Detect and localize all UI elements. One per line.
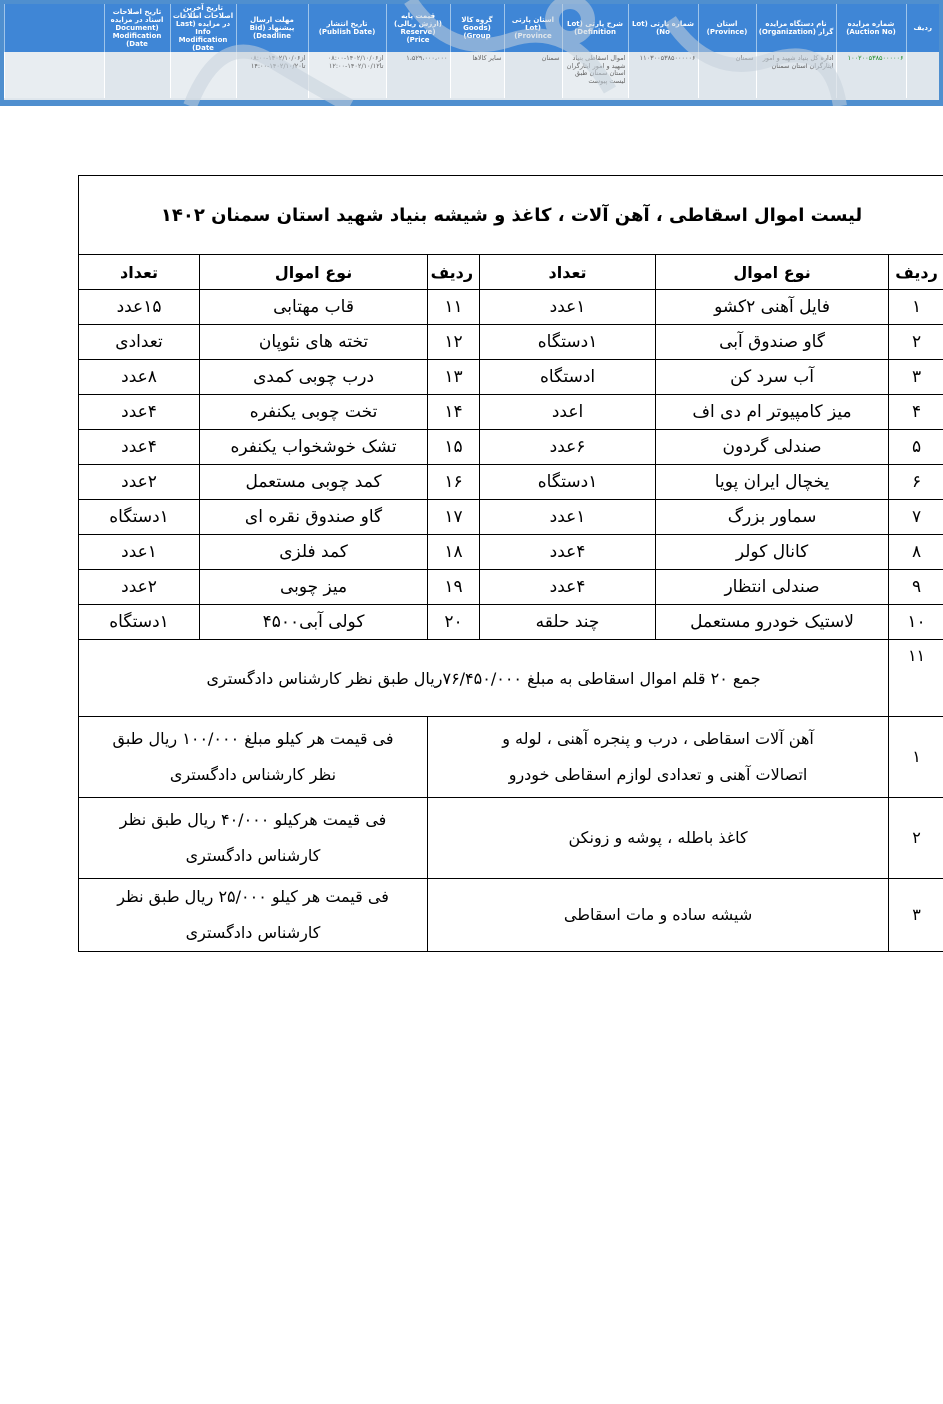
item-name: کمد چوبی مستعمل: [200, 465, 428, 500]
item-name: لاستیک خودرو مستعمل: [656, 605, 889, 640]
item-count: ۱دستگاه: [480, 465, 656, 500]
item-number: ۲: [889, 325, 943, 360]
item-name: گاو صندوق نقره ای: [200, 500, 428, 535]
table-row: [79, 605, 943, 640]
item-count: تعدادی: [79, 325, 200, 360]
item-count: ۲عدد: [79, 570, 200, 605]
auction-last-modification: [170, 52, 236, 98]
item-name: صندلی گردون: [656, 430, 889, 465]
summary-text: جمع ۲۰ قلم اموال اسقاطی به مبلغ ۷۶/۴۵۰/۰۰۰ریال طبق نظر کارشناس دادگستری: [79, 640, 889, 717]
bulk-item-description: [428, 717, 889, 798]
column-header-index: ردیف: [889, 255, 943, 290]
item-number: ۷: [889, 500, 943, 535]
item-count: ۱دستگاه: [79, 500, 200, 535]
auction-header-cell: شرح پارتی (Lot Definition): [562, 4, 628, 52]
column-header-count: تعداد: [480, 255, 656, 290]
table-row: [79, 430, 943, 465]
auction-header-cell: مهلت ارسال پیشنهاد (Bid Deadline): [236, 4, 308, 52]
item-number: ۳: [889, 360, 943, 395]
bulk-item-price: [79, 879, 428, 952]
item-number: ۱۱: [428, 290, 480, 325]
bulk-item-price-line: فی قیمت هرکیلو ۴۰/۰۰۰ ریال طبق نظر: [119, 810, 387, 829]
auction-publish-date: از۱۴۰۲/۱۰/۰۶-۰۸:۰۰ تا۱۴۰۲/۱۰/۱۲-۱۲:۰۰: [308, 52, 386, 98]
item-number: ۲۰: [428, 605, 480, 640]
item-name: گاو صندوق آبی: [656, 325, 889, 360]
item-name: آب سرد کن: [656, 360, 889, 395]
item-name: کانال کولر: [656, 535, 889, 570]
item-number: ۹: [889, 570, 943, 605]
item-number: ۱۴: [428, 395, 480, 430]
table-row: [79, 325, 943, 360]
auction-doc-modification: [104, 52, 170, 98]
bulk-item-description-line: آهن آلات اسقاطی ، درب و پنجره آهنی ، لوله و: [502, 729, 814, 748]
table-row: [79, 535, 943, 570]
table-row: [79, 360, 943, 395]
item-number: ۱۷: [428, 500, 480, 535]
bulk-item-number: ۱: [889, 717, 943, 798]
table-row: [79, 465, 943, 500]
bulk-item-description-line: اتصالات آهنی و تعدادی لوازم اسقاطی خودرو: [508, 765, 808, 784]
column-header-item: نوع اموال: [200, 255, 428, 290]
bulk-item-row: [79, 879, 943, 952]
item-name: تشک خوشخواب یکنفره: [200, 430, 428, 465]
item-count: ۱عدد: [480, 290, 656, 325]
auction-reserve-price: ۱،۵۲۹،۰۰۰،۰۰۰: [386, 52, 450, 98]
bulk-item-price: [79, 798, 428, 879]
auction-header-cell: تاریخ انتشار (Publish Date): [308, 4, 386, 52]
item-name: میز کامپیوتر ام دی اف: [656, 395, 889, 430]
column-header-index: ردیف: [428, 255, 480, 290]
auction-goods-group: سایر کالاها: [450, 52, 504, 98]
summary-number: ۱۱: [889, 640, 943, 717]
auction-header-cell: تاریخ آخرین اصلاحات اطلاعات در مزایده (Last Info Modification Date): [170, 4, 236, 52]
item-name: سماور بزرگ: [656, 500, 889, 535]
item-count: چند حلقه: [480, 605, 656, 640]
item-name: میز چوبی: [200, 570, 428, 605]
auction-header-cell: ردیف: [906, 4, 939, 52]
item-number: ۱: [889, 290, 943, 325]
item-number: ۱۲: [428, 325, 480, 360]
table-header-row: [79, 255, 943, 290]
auction-bid-deadline: از۱۴۰۲/۱۰/۰۶-۰۸:۰۰ تا۱۴۰۲/۱۰/۲۰-۱۴:۰۰: [236, 52, 308, 98]
item-count: ۴عدد: [79, 430, 200, 465]
item-number: ۶: [889, 465, 943, 500]
auction-header-filler: [5, 4, 105, 52]
auction-header-cell: استان پارتی (Lot Province): [504, 4, 562, 52]
bulk-item-description: [428, 798, 889, 879]
item-count: ادستگاه: [480, 360, 656, 395]
table-row: [79, 290, 943, 325]
item-count: ۴عدد: [480, 535, 656, 570]
table-row: [79, 395, 943, 430]
item-count: ۴عدد: [480, 570, 656, 605]
auction-province: سمنان: [698, 52, 756, 98]
item-number: ۱۸: [428, 535, 480, 570]
bulk-item-price-line: کارشناس دادگستری: [185, 846, 321, 865]
auction-header-cell: شماره مزایده (Auction No): [836, 4, 906, 52]
summary-row: [79, 640, 943, 717]
auction-header-cell: قیمت پایه (ارزش ریالی) (Reserve Price): [386, 4, 450, 52]
item-count: ۶عدد: [480, 430, 656, 465]
bulk-item-number: ۲: [889, 798, 943, 879]
item-number: ۱۰: [889, 605, 943, 640]
item-number: ۱۳: [428, 360, 480, 395]
item-name: صندلی انتظار: [656, 570, 889, 605]
bulk-item-price-line: کارشناس دادگستری: [185, 923, 321, 942]
item-count: اعدد: [480, 395, 656, 430]
item-count: ۴عدد: [79, 395, 200, 430]
item-number: ۱۶: [428, 465, 480, 500]
auction-row[interactable]: [5, 52, 940, 98]
page-title: لیست اموال اسقاطی ، آهن آلات ، کاغذ و شیشه بنیاد شهید استان سمنان ۱۴۰۲: [79, 176, 943, 255]
bulk-item-description-line: شیشه ساده و مات اسقاطی: [563, 905, 753, 924]
bulk-item-price-line: فی قیمت هر کیلو مبلغ ۱۰۰/۰۰۰ ریال طبق: [112, 729, 394, 748]
bulk-item-number: ۳: [889, 879, 943, 952]
item-name: قاب مهتابی: [200, 290, 428, 325]
item-name: فایل آهنی ۲کشو: [656, 290, 889, 325]
bulk-item-description-line: کاغذ باطله ، پوشه و زونکن: [568, 828, 748, 847]
item-number: ۸: [889, 535, 943, 570]
item-name: یخچال ایران پویا: [656, 465, 889, 500]
item-count: ۲عدد: [79, 465, 200, 500]
item-count: ۱دستگاه: [79, 605, 200, 640]
auction-header-cell: نام دستگاه مزایده گزار (Organization): [756, 4, 836, 52]
auction-lot-number: ۱۱۰۳۰۰۵۳۸۵۰۰۰۰۰۶: [628, 52, 698, 98]
item-count: ۱دستگاه: [480, 325, 656, 360]
auction-header-cell: گروه کالا (Goods Group): [450, 4, 504, 52]
item-count: ۱عدد: [79, 535, 200, 570]
auction-header-cell: تاریخ اصلاحات اسناد در مزایده (Document Modification Date): [104, 4, 170, 52]
auction-header-row: [5, 4, 940, 52]
title-row: [79, 176, 943, 255]
auction-header-cell: شماره پارتی (Lot No): [628, 4, 698, 52]
table-row: [79, 500, 943, 535]
item-count: ۸عدد: [79, 360, 200, 395]
auction-number-link[interactable]: ۱۰۰۲۰۰۵۳۸۵۰۰۰۰۰۶: [836, 52, 906, 98]
item-number: ۱۹: [428, 570, 480, 605]
bulk-item-description: [428, 879, 889, 952]
auction-index: [906, 52, 939, 98]
table-row: [79, 570, 943, 605]
auction-info-strip: [0, 0, 943, 106]
item-name: تخته های نئوپان: [200, 325, 428, 360]
column-header-count: تعداد: [79, 255, 200, 290]
bulk-item-price-line: فی قیمت هر کیلو ۲۵/۰۰۰ ریال طبق نظر: [117, 887, 389, 906]
auction-info-table: [4, 4, 939, 98]
bulk-item-row: [79, 717, 943, 798]
bulk-item-row: [79, 798, 943, 879]
item-number: ۵: [889, 430, 943, 465]
item-name: درب چوبی کمدی: [200, 360, 428, 395]
column-header-item: نوع اموال: [656, 255, 889, 290]
item-count: ۱۵عدد: [79, 290, 200, 325]
bulk-item-price-line: نظر کارشناس دادگستری: [169, 765, 337, 784]
auction-row-filler: [5, 52, 105, 98]
item-name: کولی آبی۴۵۰۰: [200, 605, 428, 640]
auction-header-cell: استان (Province): [698, 4, 756, 52]
auction-lot-province: سمنان: [504, 52, 562, 98]
item-count: ۱عدد: [480, 500, 656, 535]
item-number: ۱۵: [428, 430, 480, 465]
item-number: ۴: [889, 395, 943, 430]
bulk-item-price: [79, 717, 428, 798]
auction-lot-definition: اموال اسقاطی بنیاد شهید و امور ایثارگران استان سمنان طبق لیست پیوست: [562, 52, 628, 98]
scrap-items-table: [78, 175, 943, 952]
auction-organization: اداره کل بنیاد شهید و امور ایثارگران استان سمنان: [756, 52, 836, 98]
item-name: کمد فلزی: [200, 535, 428, 570]
item-name: تخت چوبی یکنفره: [200, 395, 428, 430]
